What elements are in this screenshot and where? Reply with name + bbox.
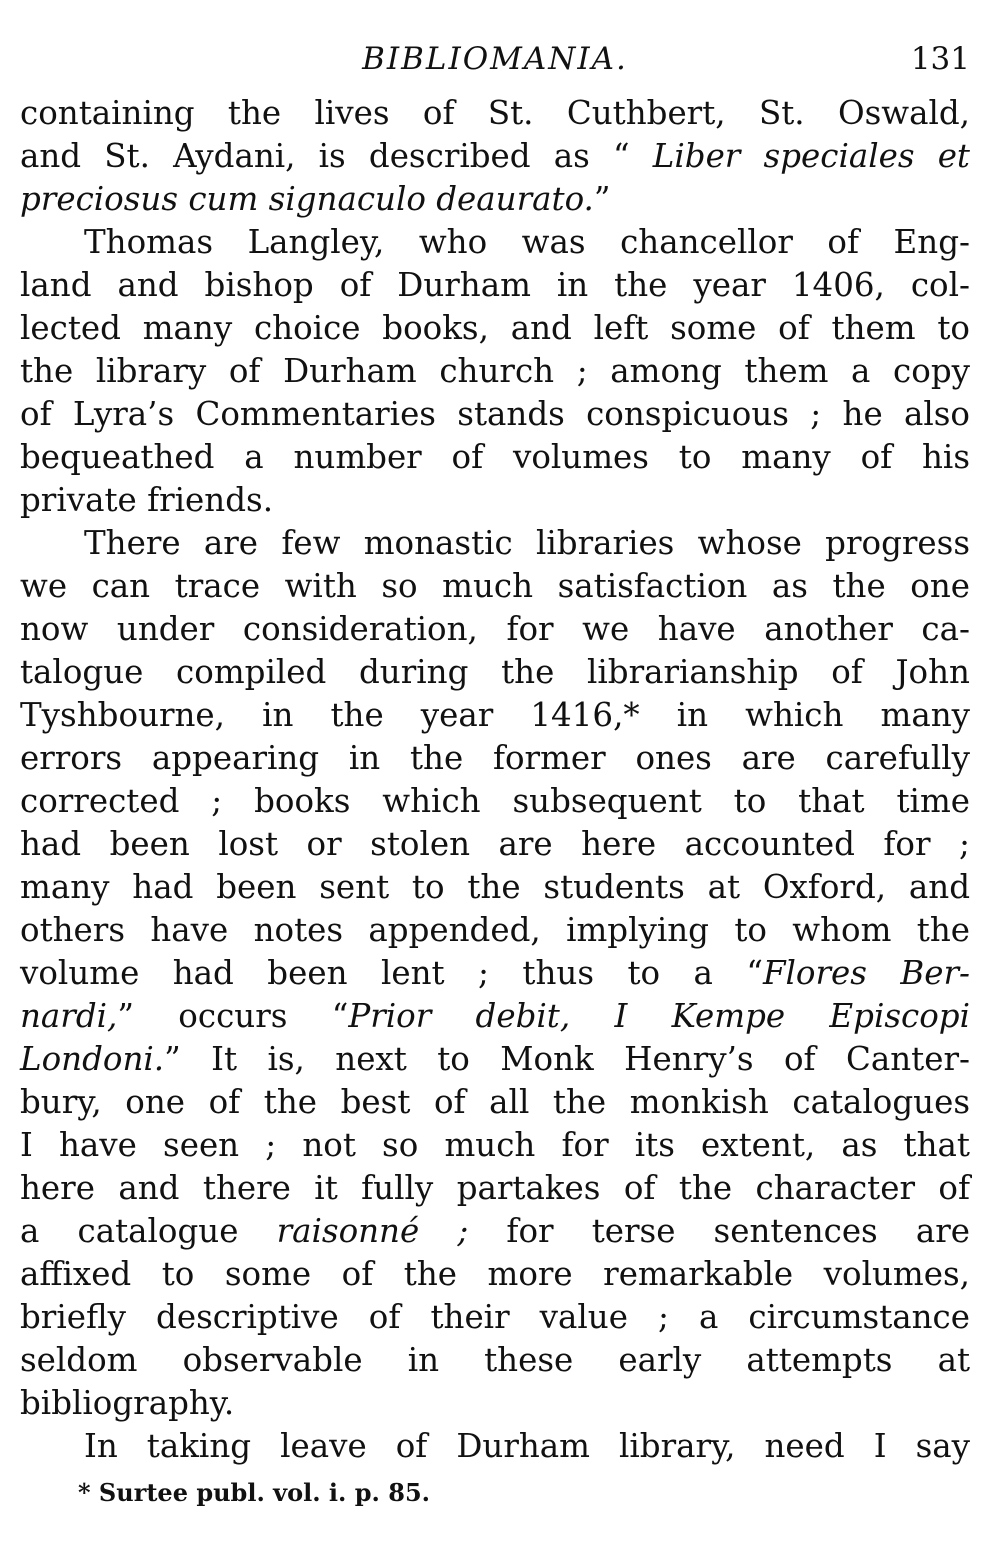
text-line — [20, 1425, 970, 1468]
text-segment: Liber speciales et — [652, 137, 970, 175]
text-segment: ” It is, next to Monk Henry’s of Canter- — [164, 1040, 970, 1078]
text-segment: affixed to some of the more remarkable volumes, — [20, 1255, 970, 1293]
text-segment: others have notes appended, implying to whom the — [20, 911, 970, 949]
text-line — [20, 780, 970, 823]
text-segment: errors appearing in the former ones are carefully — [20, 739, 970, 777]
text-segment: Londoni. — [20, 1040, 165, 1078]
text-line — [20, 1210, 970, 1253]
text-line — [20, 737, 970, 780]
paragraph — [20, 221, 970, 522]
text-line — [20, 479, 970, 522]
text-line — [20, 135, 970, 178]
text-line — [20, 264, 970, 307]
text-segment: Tyshbourne, in the year 1416,* in which many — [20, 696, 970, 734]
text-segment: Thomas Langley, who was chancellor of Eng- — [84, 223, 970, 261]
text-segment: volume had been lent ; thus to a “ — [20, 954, 763, 992]
text-segment: briefly descriptive of their value ; a circumstance — [20, 1298, 970, 1336]
text-segment: many had been sent to the students at Oxford, and — [20, 868, 970, 906]
text-segment: Flores Ber- — [762, 954, 970, 992]
text-segment: for terse sentences are — [468, 1212, 971, 1250]
text-line — [20, 1382, 970, 1425]
text-segment: In taking leave of Durham library, need I say — [84, 1427, 970, 1465]
text-line — [20, 1296, 970, 1339]
text-segment: now under consideration, for we have another ca- — [20, 610, 970, 648]
text-segment: talogue compiled during the librarianship of John — [20, 653, 970, 691]
text-segment: of Lyra’s Commentaries stands conspicuous ; he also — [20, 395, 970, 433]
text-segment: bequeathed a number of volumes to many of his — [20, 438, 970, 476]
text-line — [20, 866, 970, 909]
text-line — [20, 436, 970, 479]
book-page — [20, 36, 970, 1510]
text-line — [20, 1253, 970, 1296]
text-segment: a catalogue — [20, 1212, 277, 1250]
text-line — [20, 995, 970, 1038]
text-segment: I have seen ; not so much for its extent, as that — [20, 1126, 970, 1164]
text-segment: land and bishop of Durham in the year 1406, col- — [20, 266, 970, 304]
text-segment: seldom observable in these early attempts at — [20, 1341, 970, 1379]
text-line — [20, 1167, 970, 1210]
text-line — [20, 1124, 970, 1167]
page-number: 131 — [910, 41, 970, 77]
text-segment: and St. Aydani, is described as “ — [20, 137, 653, 175]
text-line — [20, 178, 970, 221]
text-line — [20, 694, 970, 737]
text-line — [20, 1081, 970, 1124]
text-line — [20, 393, 970, 436]
text-line — [20, 1339, 970, 1382]
text-segment: preciosus cum signaculo deaurato. — [20, 180, 594, 218]
text-segment: bibliography. — [20, 1384, 235, 1422]
text-line — [20, 952, 970, 995]
text-line — [20, 651, 970, 694]
text-line — [20, 221, 970, 264]
running-title: BIBLIOMANIA. — [362, 41, 628, 77]
text-segment: here and there it fully partakes of the character of — [20, 1169, 970, 1207]
text-segment: containing the lives of St. Cuthbert, St. Oswald, — [20, 94, 970, 132]
text-segment: corrected ; books which subsequent to that time — [20, 782, 970, 820]
text-line — [20, 350, 970, 393]
paragraph — [20, 1425, 970, 1468]
text-segment: ” — [593, 180, 611, 218]
text-segment: lected many choice books, and left some of them to — [20, 309, 970, 347]
text-segment: Prior debit, I Kempe Episcopi — [348, 997, 970, 1035]
text-line — [20, 1038, 970, 1081]
text-line — [20, 522, 970, 565]
text-segment: ” occurs “ — [117, 997, 349, 1035]
running-header — [20, 36, 970, 82]
paragraph — [20, 522, 970, 1425]
text-segment: the library of Durham church ; among them a copy — [20, 352, 970, 390]
text-line — [20, 565, 970, 608]
footnote: * Surtee publ. vol. i. p. 85. — [78, 1478, 431, 1507]
text-segment: nardi, — [20, 997, 118, 1035]
text-line — [20, 909, 970, 952]
text-segment: private friends. — [20, 481, 274, 519]
text-line — [20, 823, 970, 866]
paragraph — [20, 92, 970, 221]
body-text — [20, 92, 970, 1468]
text-segment: we can trace with so much satisfaction as the one — [20, 567, 970, 605]
text-segment: There are few monastic libraries whose progress — [84, 524, 970, 562]
text-segment: raisonné ; — [276, 1212, 469, 1250]
text-line — [20, 92, 970, 135]
text-line — [20, 307, 970, 350]
text-segment: bury, one of the best of all the monkish catalogues — [20, 1083, 970, 1121]
text-segment: had been lost or stolen are here accounted for ; — [20, 825, 970, 863]
text-line — [20, 608, 970, 651]
